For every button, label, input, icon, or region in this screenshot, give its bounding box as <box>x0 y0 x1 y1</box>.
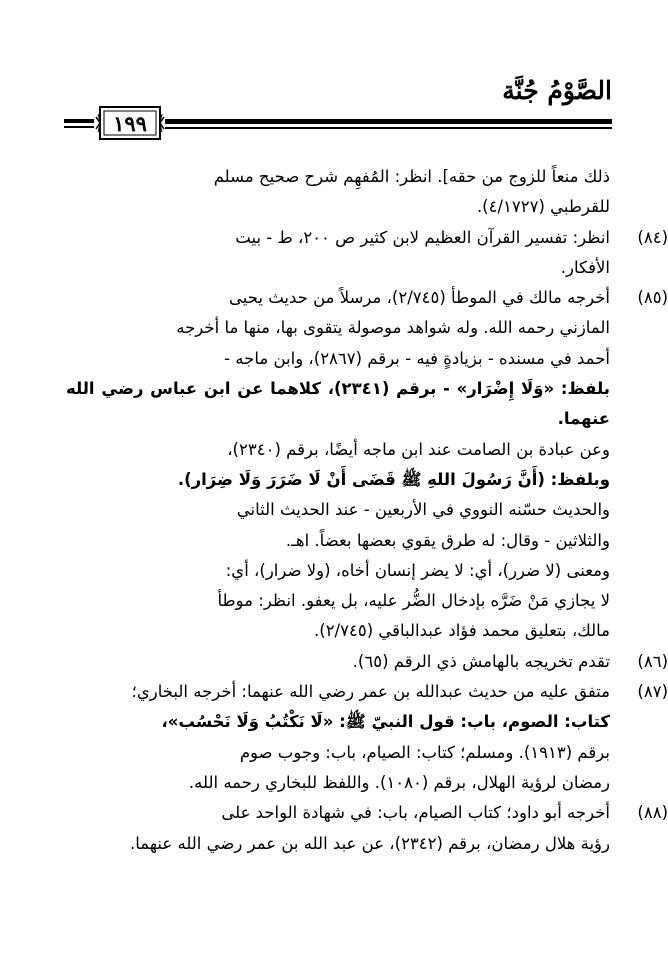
footnote-line: المازني رحمه الله. وله شواهد موصولة يتقوى بها، منها ما أخرجه <box>176 318 610 338</box>
header-rule-left-thin <box>64 126 94 128</box>
footnote-line: بلفظ: «وَلَا إِضْرَار» - برقم (٢٣٤١)، كلاهما عن ابن عباس رضي الله عنهما. <box>66 379 610 429</box>
footnote-line: للقرطبي (٤/١٧٢٧). <box>476 197 610 217</box>
footnote-number: (٨٧) <box>637 682 668 702</box>
footnote-87 <box>66 677 668 798</box>
footnote-continuation <box>66 162 610 223</box>
footnote-line: تقدم تخريجه بالهامش ذي الرقم (٦٥). <box>352 651 610 671</box>
footnote-line: ومعنى (لا ضرر)، أي: لا يضر إنسان أخاه، (ولا ضرار)، أي: <box>225 560 610 580</box>
book-title: الصَّوْمُ جُنَّة <box>502 76 612 105</box>
footnote-line: والثلاثين - وقال: له طرق يقوي بعضها بعضاً. اهـ. <box>285 530 610 550</box>
footnote-line: رؤية هلال رمضان، برقم (٢٣٤٢)، عن عبد الله بن عمر رضي الله عنهما. <box>129 833 610 853</box>
footnote-88 <box>66 798 668 859</box>
footnote-line: أحمد في مسنده - بزيادةٍ فيه - برقم (٢٨٦٧)، وابن ماجه - <box>224 348 610 368</box>
footnote-number: (٨٨) <box>637 803 668 823</box>
footnote-line: ذلك منعاً للزوج من حقه]. انظر: المُفهِم شرح صحيح مسلم <box>213 167 610 186</box>
footnote-85 <box>66 283 668 647</box>
footnotes <box>66 162 668 859</box>
footnote-line: والحديث حسّنه النووي في الأربعين - عند الحديث الثاني <box>236 500 610 520</box>
header-rule-thick <box>165 119 612 124</box>
page-number: ١٩٩ <box>113 110 147 136</box>
footnote-line: رمضان لرؤية الهلال، برقم (١٠٨٠). واللفظ للبخاري رحمه الله. <box>188 772 610 792</box>
footnote-line: انظر: تفسير القرآن العظيم لابن كثير ص ٢٠٠، ط - بيت <box>235 227 610 247</box>
page-number-frame <box>96 104 164 142</box>
footnote-line: أخرجه أبو داود؛ كتاب الصيام، باب: في شهادة الواحد على <box>221 803 610 823</box>
header-rule-thin <box>165 127 612 129</box>
footnote-84 <box>66 223 668 284</box>
footnote-line: لا يجازي مَنْ ضَرَّه بإدخال الضُّر عليه، بل يعفو. انظر: موطأ <box>217 591 610 611</box>
footnote-line: مالك، بتعليق محمد فؤاد عبدالباقي (٢/٧٤٥). <box>314 621 610 641</box>
footnote-line: برقم (١٩١٣). ومسلم؛ كتاب: الصيام، باب: وجوب صوم <box>239 742 610 762</box>
footnote-line: كتاب: الصوم، باب: قول النبيّ ﷺ: «لَا نَكْتُبُ وَلَا نَحْسُب»، <box>161 712 610 732</box>
footnote-86 <box>66 647 668 677</box>
page-header <box>0 0 666 150</box>
footnote-line: الأفكار. <box>560 257 610 277</box>
footnote-number: (٨٤) <box>637 227 668 247</box>
footnote-line: وعن عبادة بن الصامت عند ابن ماجه أيضًا، برقم (٢٣٤٠)، <box>227 439 610 459</box>
footnote-number: (٨٦) <box>637 651 668 671</box>
footnote-number: (٨٥) <box>637 288 668 308</box>
footnote-line: أخرجه مالك في الموطأ (٢/٧٤٥)، مرسلاً من حديث يحيى <box>228 288 610 308</box>
header-rule-left-thick <box>64 119 94 123</box>
footnote-line: متفق عليه من حديث عبدالله بن عمر رضي الله عنهما: أخرجه البخاري؛ <box>131 682 610 702</box>
footnote-line: وبلفظ: (أَنَّ رَسُولَ اللهِ ﷺ قَضَى أَنْ لَا ضَرَرَ وَلَا ضِرَار). <box>177 469 610 489</box>
